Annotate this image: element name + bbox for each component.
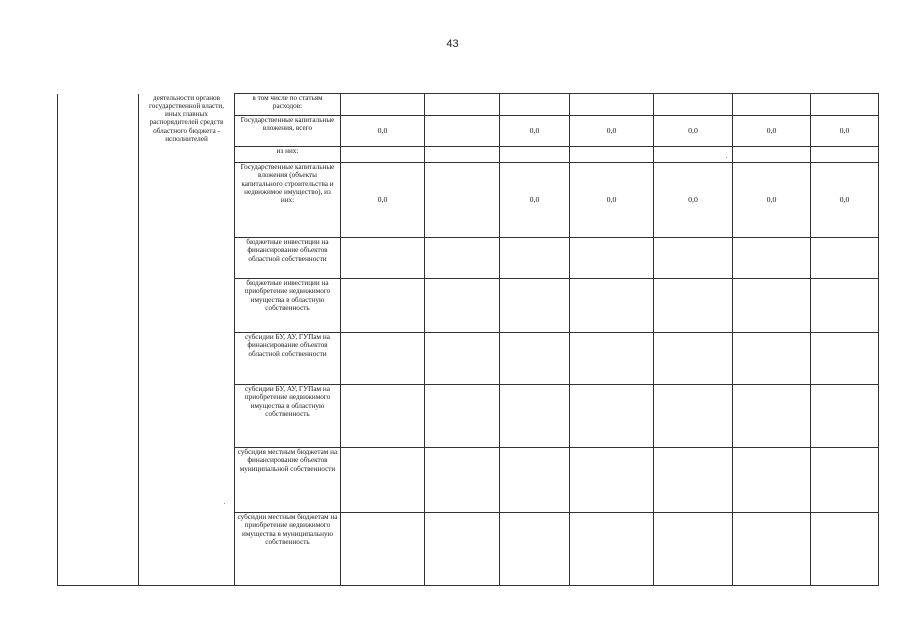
value-cell bbox=[341, 94, 425, 116]
table-body bbox=[58, 94, 879, 586]
value-cell bbox=[341, 238, 425, 279]
value-cell bbox=[733, 238, 811, 279]
organization-cell: деятельности органов государственной власти, иных главных распорядителей средств областного бюджета - исполнителей bbox=[139, 94, 235, 586]
value-cell bbox=[811, 238, 879, 279]
value-cell bbox=[425, 279, 500, 333]
value-cell bbox=[500, 513, 570, 586]
value-cell bbox=[733, 385, 811, 448]
value-cell bbox=[811, 513, 879, 586]
scan-speck bbox=[726, 157, 727, 158]
value-cell bbox=[654, 238, 733, 279]
budget-table bbox=[57, 93, 879, 586]
page-number: 43 bbox=[446, 38, 459, 50]
value-cell bbox=[341, 513, 425, 586]
value-cell bbox=[500, 279, 570, 333]
value-cell: 0,0 bbox=[570, 163, 654, 238]
row-label: в том числе по статьям расходов: bbox=[235, 94, 341, 116]
value-cell bbox=[425, 448, 500, 513]
row-label: Государственные капитальные вложения, всего bbox=[235, 116, 341, 147]
value-cell bbox=[654, 94, 733, 116]
value-cell bbox=[733, 94, 811, 116]
value-cell bbox=[500, 448, 570, 513]
value-cell: 0,0 bbox=[733, 116, 811, 147]
value-cell bbox=[425, 163, 500, 238]
value-cell bbox=[654, 333, 733, 385]
row-label: бюджетные инвестиции на приобретение недвижимого имущества в областную собственность bbox=[235, 279, 341, 333]
value-cell bbox=[341, 333, 425, 385]
value-cell bbox=[811, 147, 879, 163]
value-cell bbox=[570, 513, 654, 586]
value-cell bbox=[733, 513, 811, 586]
value-cell: 0,0 bbox=[341, 163, 425, 238]
value-cell bbox=[811, 448, 879, 513]
value-cell: 0,0 bbox=[654, 116, 733, 147]
value-cell bbox=[570, 279, 654, 333]
row-label: Государственные капитальные вложения (объекты капитального строительства и недвижимое имущество), из них: bbox=[235, 163, 341, 238]
value-cell bbox=[425, 147, 500, 163]
value-cell: 0,0 bbox=[570, 116, 654, 147]
row-label: субсидии БУ, АУ, ГУПам на приобретение недвижимого имущества в областную собственность bbox=[235, 385, 341, 448]
row-label: бюджетные инвестиции на финансирование объектов областной собственности bbox=[235, 238, 341, 279]
value-cell bbox=[811, 385, 879, 448]
scan-speck bbox=[224, 503, 225, 504]
value-cell bbox=[654, 147, 733, 163]
value-cell bbox=[425, 333, 500, 385]
value-cell bbox=[500, 333, 570, 385]
blank-column-cell bbox=[58, 94, 139, 586]
value-cell bbox=[811, 94, 879, 116]
value-cell bbox=[425, 385, 500, 448]
value-cell bbox=[425, 513, 500, 586]
value-cell bbox=[570, 94, 654, 116]
value-cell bbox=[341, 385, 425, 448]
value-cell: 0,0 bbox=[500, 163, 570, 238]
value-cell bbox=[570, 238, 654, 279]
value-cell bbox=[733, 448, 811, 513]
value-cell bbox=[570, 385, 654, 448]
table-row bbox=[58, 94, 879, 116]
value-cell bbox=[500, 238, 570, 279]
value-cell bbox=[341, 147, 425, 163]
row-label: субсидии местным бюджетам на приобретение недвижимого имущества в муниципальную собственность bbox=[235, 513, 341, 586]
value-cell bbox=[654, 513, 733, 586]
value-cell bbox=[341, 448, 425, 513]
value-cell bbox=[500, 147, 570, 163]
value-cell bbox=[654, 385, 733, 448]
value-cell bbox=[425, 238, 500, 279]
value-cell bbox=[654, 279, 733, 333]
value-cell bbox=[425, 94, 500, 116]
row-label: субсидии БУ, АУ, ГУПам на финансирование объектов областной собственности bbox=[235, 333, 341, 385]
value-cell: 0,0 bbox=[733, 163, 811, 238]
value-cell bbox=[811, 279, 879, 333]
value-cell: 0,0 bbox=[811, 163, 879, 238]
value-cell bbox=[733, 279, 811, 333]
row-label: из них: bbox=[235, 147, 341, 163]
value-cell bbox=[425, 116, 500, 147]
value-cell bbox=[654, 448, 733, 513]
value-cell bbox=[570, 333, 654, 385]
value-cell: 0,0 bbox=[811, 116, 879, 147]
value-cell: 0,0 bbox=[341, 116, 425, 147]
value-cell bbox=[341, 279, 425, 333]
value-cell bbox=[570, 147, 654, 163]
value-cell: 0,0 bbox=[500, 116, 570, 147]
value-cell bbox=[733, 147, 811, 163]
value-cell bbox=[733, 333, 811, 385]
value-cell: 0,0 bbox=[654, 163, 733, 238]
value-cell bbox=[500, 385, 570, 448]
value-cell bbox=[500, 94, 570, 116]
value-cell bbox=[570, 448, 654, 513]
value-cell bbox=[811, 333, 879, 385]
row-label: субсидия местным бюджетам на финансирование объектов муниципальной собственности bbox=[235, 448, 341, 513]
